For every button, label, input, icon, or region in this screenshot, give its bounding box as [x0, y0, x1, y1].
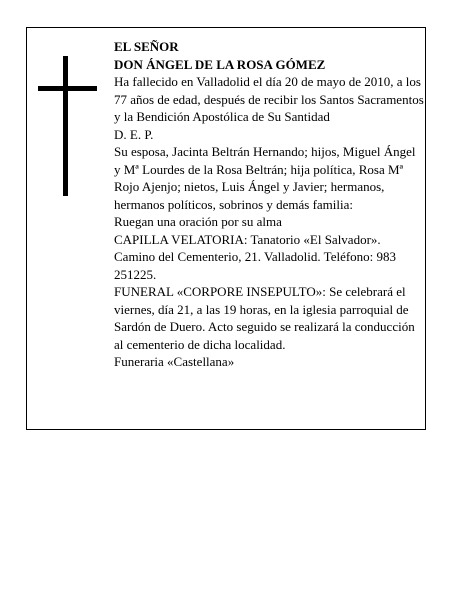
honorific: EL SEÑOR — [114, 39, 179, 54]
cross-horizontal-bar — [38, 86, 97, 91]
funeral-home-text: Funeraria «Castellana» — [114, 354, 235, 369]
chapel-text: CAPILLA VELATORIA: Tanatorio «El Salvador». Camino del Cementerio, 21. Valladolid. Teléfono: 983 251225. — [114, 231, 397, 282]
cross-vertical-bar — [63, 56, 68, 196]
family-text: Su esposa, Jacinta Beltrán Hernando; hijos, Miguel Ángel y Mª Lourdes de la Rosa Beltrán; hija política, Rosa Mª Rojo Ajenjo; nietos, Luis Ángel y Javier; hermanos, hermanos políticos, sobrinos y demás familia: — [114, 144, 416, 212]
notice-content — [114, 38, 424, 371]
cross-icon — [38, 56, 98, 196]
prayer-text: Ruegan una oración por su alma — [114, 214, 282, 229]
dep-text: D. E. P. — [114, 126, 154, 142]
announcement-text: Ha fallecido en Valladolid el día 20 de mayo de 2010, a los 77 años de edad, después de recibir los Santos Sacramentos y la Bendición Apostólica de Su Santidad — [114, 74, 424, 124]
deceased-name: DON ÁNGEL DE LA ROSA GÓMEZ — [114, 56, 326, 72]
funeral-text: FUNERAL «CORPORE INSEPULTO»: Se celebrará el viernes, día 21, a las 19 horas, en la iglesia parroquial de Sardón de Duero. Acto seguido se realizará la conducción al cementerio de dicha localidad. — [114, 284, 415, 352]
